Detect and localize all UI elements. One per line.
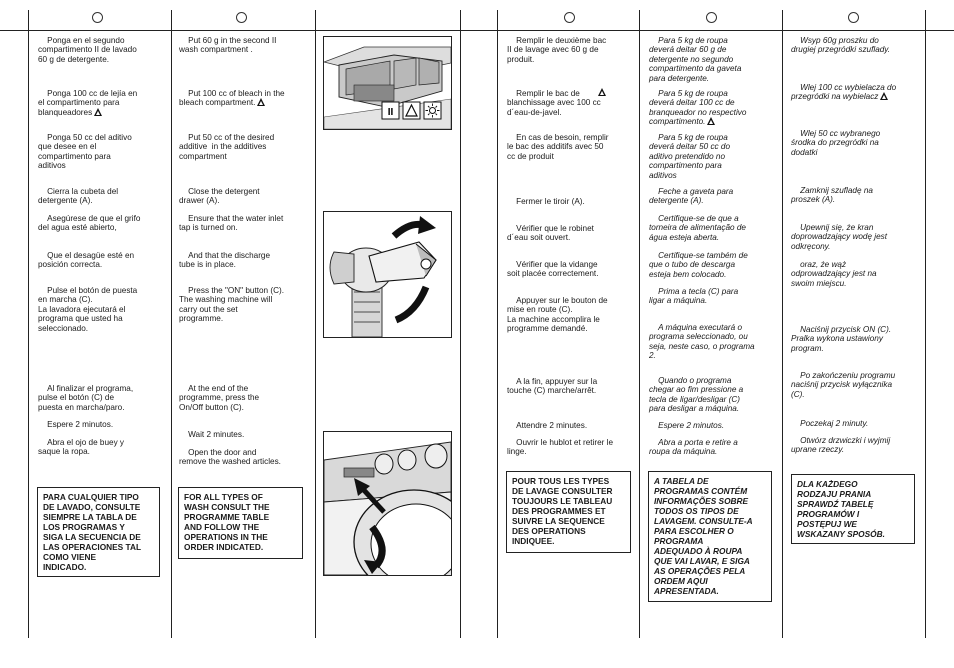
pt-step-6: Certifique-se também de que o tubo de descarga esteja bem colocado. (649, 251, 748, 279)
en-step-5: Ensure that the water inlet tap is turned on. (179, 214, 284, 233)
column-divider (497, 10, 498, 638)
pl-step-1: Wsyp 60g proszku do drugiej przegródki szuflady. (791, 36, 891, 55)
en-step-8: At the end of the programme, press the On/Off button (C). (179, 384, 260, 412)
pl-step-9: Poczekaj 2 minuty. (791, 419, 869, 428)
fr-step-9: Attendre 2 minutes. (507, 421, 588, 430)
pt-step-4: Feche a gaveta para detergente (A). (649, 187, 734, 206)
top-rule (0, 30, 954, 31)
column-divider (315, 10, 316, 638)
en-step-2 (179, 89, 303, 108)
pt-step-5: Certifique-se de que a torneira de alimentação de água esteja aberta. (649, 214, 746, 242)
water-tap-illustration (324, 212, 451, 337)
pt-step-2 (649, 89, 773, 127)
bleach-triangle-icon (257, 98, 265, 106)
es-step-3: Ponga 50 cc del aditivo que desee en el compartimento para aditivos (38, 133, 132, 171)
fr-step-10: Ouvrir le hublot et retirer le linge. (507, 438, 614, 457)
machine-front-illustration (324, 432, 451, 575)
pl-step-8: Po zakończeniu programu naciśnij przycisk wyłącznika (C). (791, 371, 896, 399)
es-step-2-text: Ponga 100 cc de lejía en el compartimento para blanqueadores (38, 89, 138, 117)
es-step-10: Abra el ojo de buey y saque la ropa. (38, 438, 125, 457)
pl-note-box: DLA KAŻDEGO RODZAJU PRANIA SPRAWDŹ TABELĘ PROGRAMÓW I POSTĘPUJ WE WSKAZANY SPOSÓB. (791, 474, 915, 544)
bleach-triangle-icon (94, 108, 102, 116)
es-step-5: Asegúrese de que el grifo del agua esté abierto, (38, 214, 141, 233)
fr-step-7: Appuyer sur le bouton de mise en route (C). La machine accomplira le programme demandé. (507, 296, 608, 334)
es-step-2 (38, 89, 162, 117)
pl-step-4: Zamknij szufladę na proszek (A). (791, 186, 873, 205)
pt-step-7: Prima a tecla (C) para ligar a máquina. (649, 287, 739, 306)
en-step-7: Press the "ON" button (C). The washing machine will carry out the set programme. (179, 286, 285, 324)
column-divider (28, 10, 29, 638)
fr-step-6: Vérifier que la vidange soit placée correctement. (507, 260, 599, 279)
en-note-box: FOR ALL TYPES OF WASH CONSULT THE PROGRAMME TABLE AND FOLLOW THE OPERATIONS IN THE ORDER INDICATED. (178, 487, 303, 559)
pt-step-1: Para 5 kg de roupa deverá deitar 60 g de detergente no segundo compartimento da gaveta para detergente. (649, 36, 742, 83)
pl-step-10: Otwórz drzwiczki i wyjmij uprane rzeczy. (791, 436, 891, 455)
column-divider (460, 10, 461, 638)
language-marker-circle (706, 12, 717, 23)
pt-note-box: A TABELA DE PROGRAMAS CONTÉM INFORMAÇÕES SOBRE TODOS OS TIPOS DE LAVAGEM. CONSULTE-A PARA ESCOLHER O PROGRAMA ADEQUADO À ROUPA QUE VAI LAVAR, E SIGA AS OPERAÇÕES PELA ORDEM AQUI APRESENTADA. (648, 471, 772, 602)
fr-step-2-text: Remplir le bac de blanchissage avec 100 cc d´eau-de-javel. (507, 89, 601, 117)
fr-step-3: En cas de besoin, remplir le bac des additifs avec 50 cc de produit (507, 133, 609, 161)
es-step-4: Cierra la cubeta del detergente (A). (38, 187, 119, 206)
language-marker-circle (92, 12, 103, 23)
bleach-triangle-icon (880, 92, 888, 100)
pt-step-10: Espere 2 minutos. (649, 421, 725, 430)
en-step-2-text: Put 100 cc of bleach in the bleach compartment. (179, 89, 285, 108)
column-divider (639, 10, 640, 638)
column-divider (782, 10, 783, 638)
pl-step-2 (791, 83, 915, 102)
fr-step-2 (507, 89, 631, 117)
detergent-drawer-illustration (324, 37, 451, 129)
fr-step-5: Vérifier que le robinet d´eau soit ouvert. (507, 224, 594, 243)
pt-step-3: Para 5 kg de roupa deverá deitar 50 cc do aditivo pretendido no compartimento para aditivos (649, 133, 731, 180)
language-marker-circle (236, 12, 247, 23)
fr-step-8: A la fin, appuyer sur la touche (C) marche/arrêt. (507, 377, 598, 396)
figure-detergent-drawer (323, 36, 452, 130)
language-marker-circle (848, 12, 859, 23)
fr-step-1: Remplir le deuxième bac II de lavage avec 60 g de produit. (507, 36, 607, 64)
en-step-4: Close the detergent drawer (A). (179, 187, 260, 206)
bleach-triangle-icon (707, 117, 715, 125)
pl-step-2-text: Wlej 100 cc wybielacza do przegródki na wybielacz (791, 83, 897, 102)
es-step-6: Que el desagüe esté en posición correcta. (38, 251, 135, 270)
figure-water-tap (323, 211, 452, 338)
es-step-8: Al finalizar el programa, pulse el botón (C) de puesta en marcha/paro. (38, 384, 134, 412)
en-step-9: Wait 2 minutes. (179, 430, 245, 439)
pt-step-2-text: Para 5 kg de roupa deverá deitar 100 cc de branqueador no respectivo compartimento. (649, 89, 747, 127)
column-divider (925, 10, 926, 638)
pl-step-3: Wlej 50 cc wybranego środka do przegródki na dodatki (791, 129, 881, 157)
en-step-1: Put 60 g in the second II wash compartment . (179, 36, 277, 55)
fr-note-box: POUR TOUS LES TYPES DE LAVAGE CONSULTER TOUJOURS LE TABLEAU DES PROGRAMMES ET SUIVRE LA SEQUENCE DES OPERATIONS INDIQUEE. (506, 471, 631, 553)
pl-step-5: Upewnij się, że kran doprowadzający wodę jest odkręcony. (791, 223, 888, 251)
pl-step-6: oraz, że wąż odprowadzający jest na swoim miejscu. (791, 260, 877, 288)
pt-step-8: A máquina executará o programa seleccionado, ou seja, neste caso, o programa 2. (649, 323, 755, 361)
es-note-box: PARA CUALQUIER TIPO DE LAVADO, CONSULTE SIEMPRE LA TABLA DE LOS PROGRAMAS Y SIGA LA SECUENCIA DE LAS OPERACIONES TAL COMO VIENE INDICADO. (37, 487, 160, 577)
pt-step-11: Abra a porta e retire a roupa da máquina. (649, 438, 738, 457)
en-step-6: And that the discharge tube is in place. (179, 251, 271, 270)
pl-step-7: Naciśnij przycisk ON (C). Pralka wykona ustawiony program. (791, 325, 892, 353)
es-step-1: Ponga en el segundo compartimento II de lavado 60 g de detergente. (38, 36, 137, 64)
figure-start-button (323, 431, 452, 576)
column-divider (171, 10, 172, 638)
en-step-10: Open the door and remove the washed articles. (179, 448, 281, 467)
bleach-triangle-icon (598, 88, 606, 96)
wash-symbol-label: II (387, 107, 394, 118)
en-step-3: Put 50 cc of the desired additive in the additives compartment (179, 133, 275, 161)
es-step-7: Pulse el botón de puesta en marcha (C). La lavadora ejecutará el programa que usted ha seleccionado. (38, 286, 138, 333)
pt-step-9: Quando o programa chegar ao fim pressione a tecla de ligar/desligar (C) para desligar a máquina. (649, 376, 744, 414)
fr-step-4: Fermer le tiroir (A). (507, 197, 585, 206)
language-marker-circle (564, 12, 575, 23)
es-step-9: Espere 2 minutos. (38, 420, 114, 429)
